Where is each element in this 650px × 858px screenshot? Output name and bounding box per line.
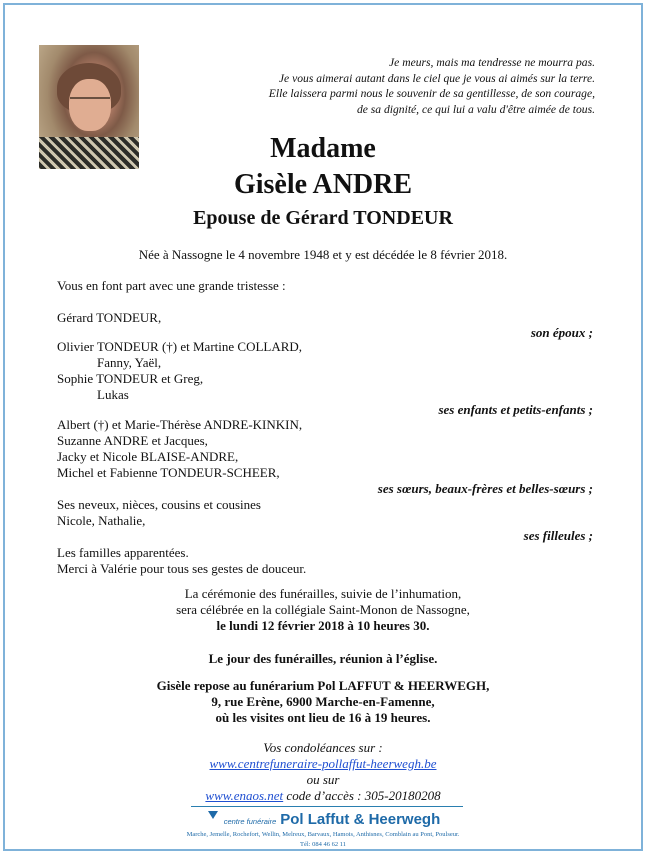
family-line: Merci à Valérie pour tous ses gestes de douceur. [57, 561, 307, 576]
divider [191, 806, 463, 807]
family-line: Les familles apparentées. [57, 545, 189, 560]
condolences-block [5, 740, 641, 804]
family-line: Fanny, Yaël, [97, 355, 162, 370]
relation-husband: son époux ; [530, 325, 593, 340]
funeral-home-logo [5, 811, 641, 849]
relation-goddaughters: ses filleules ; [523, 528, 593, 543]
gathering-line: Le jour des funérailles, réunion à l’église. [208, 651, 438, 666]
family-line: Lukas [97, 387, 129, 402]
poem-line: de sa dignité, ce qui lui a valu d'être aimée de tous. [356, 102, 595, 116]
family-line: Albert (†) et Marie-Thérèse ANDRE-KINKIN, [57, 417, 303, 432]
logo-phone: Tél: 084 46 62 11 [300, 841, 346, 848]
funerarium-line: Gisèle repose au funérarium Pol LAFFUT & HEERWEGH, [156, 678, 490, 693]
poem-line: Je meurs, mais ma tendresse ne mourra pas. [389, 56, 595, 69]
condolences-label: Vos condoléances sur : [263, 740, 383, 755]
husband-line: Gérard TONDEUR, [57, 310, 162, 325]
family-line: Olivier TONDEUR (†) et Martine COLLARD, [57, 339, 303, 354]
ceremony-line: La cérémonie des funérailles, suivie de l’inhumation, [184, 586, 462, 601]
deceased-name: Gisèle ANDRE [233, 169, 413, 200]
access-code: code d’accès : 305-20180208 [283, 788, 441, 803]
family-line: Michel et Fabienne TONDEUR-SCHEER, [57, 465, 280, 480]
poem-line: Elle laissera parmi nous le souvenir de sa gentillesse, de son courage, [268, 87, 595, 100]
intro-line: Vous en font part avec une grande tristesse : [57, 278, 286, 293]
spouse-line: Epouse de Gérard TONDEUR [193, 207, 453, 229]
family-line: Suzanne ANDRE et Jacques, [57, 433, 208, 448]
funerarium-block [5, 678, 641, 726]
poem-line: Je vous aimerai autant dans le ciel que je vous ai aimés sur la terre. [278, 71, 595, 85]
ceremony-block [5, 586, 641, 634]
birth-death-line: Née à Nassogne le 4 novembre 1948 et y est décédée le 8 février 2018. [138, 247, 508, 262]
ceremony-date: le lundi 12 février 2018 à 10 heures 30. [216, 618, 430, 633]
family-line: Sophie TONDEUR et Greg, [57, 371, 204, 386]
relation-children: ses enfants et petits-enfants ; [438, 402, 593, 417]
funerarium-line: 9, rue Erène, 6900 Marche-en-Famenne, [211, 694, 435, 709]
funerarium-line: où les visites ont lieu de 16 à 19 heures. [215, 710, 431, 725]
enaos-link[interactable]: www.enaos.net [205, 788, 284, 803]
obituary-page [3, 3, 643, 851]
family-line: Jacky et Nicole BLAISE-ANDRE, [57, 449, 239, 464]
family-line: Nicole, Nathalie, [57, 513, 146, 528]
logo-prefix: centre funéraire [223, 817, 277, 826]
arrow-down-icon [208, 811, 218, 819]
logo-towns: Marche, Jemelle, Rochefort, Wellin, Melreux, Barvaux, Hamois, Anthisnes, Comblain au Pont, Poulseur. [186, 831, 460, 838]
funeral-website-link[interactable]: www.centrefuneraire-pollaffut-heerwegh.be [209, 756, 437, 771]
relation-siblings: ses sœurs, beaux-frères et belles-sœurs ; [377, 481, 593, 496]
ceremony-line: sera célébrée en la collégiale Saint-Monon de Nassogne, [176, 602, 470, 617]
family-line: Ses neveux, nièces, cousins et cousines [57, 497, 261, 512]
logo-name: Pol Laffut & Heerwegh [280, 811, 441, 828]
title-madame: Madame [270, 133, 376, 164]
condolences-or: ou sur [306, 772, 340, 787]
